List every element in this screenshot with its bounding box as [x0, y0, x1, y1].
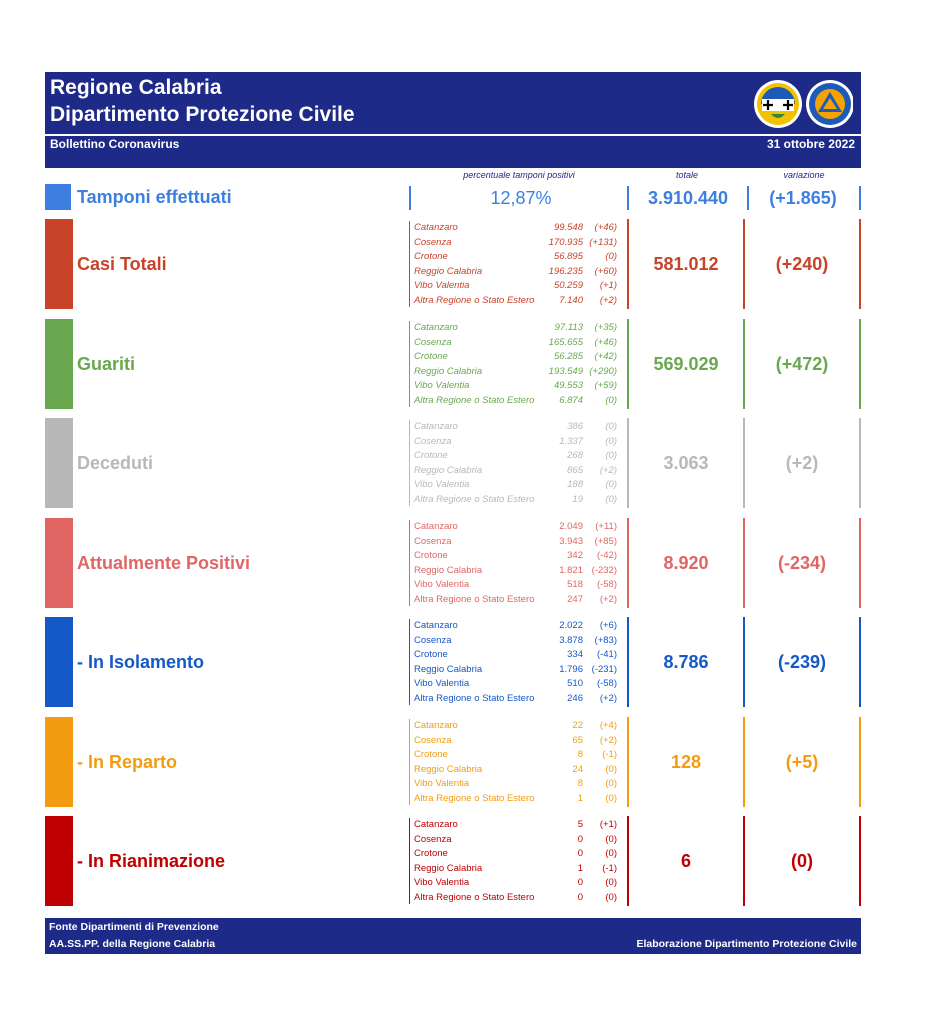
province-delta: (+42) [594, 351, 617, 362]
department-title: Dipartimento Protezione Civile [50, 103, 355, 126]
footer-credit: Elaborazione Dipartimento Protezione Civile [636, 938, 857, 950]
province-delta: (+2) [599, 464, 617, 476]
section-total: 8.920 [627, 518, 745, 608]
province-name: Vibo Valentia [414, 778, 470, 789]
province-value: 334 [567, 649, 583, 660]
breakdown-row [414, 792, 627, 807]
province-name: Cosenza [414, 535, 452, 547]
section-3 [45, 518, 861, 608]
province-name: Reggio Calabria [414, 862, 483, 874]
breakdown-row [414, 265, 627, 280]
province-delta: (0) [605, 833, 617, 845]
province-delta: (-58) [596, 678, 617, 689]
province-name: Vibo Valentia [414, 380, 470, 391]
tamponi-percentage: 12,87% [409, 186, 631, 210]
province-delta: (0) [605, 763, 617, 775]
section-variation: (-239) [745, 617, 861, 707]
section-label: Deceduti [77, 453, 154, 473]
section-variation: (-234) [745, 518, 861, 608]
breakdown-row [414, 634, 627, 649]
breakdown-row [414, 350, 627, 365]
breakdown-row [414, 420, 627, 435]
province-value: 0 [577, 848, 583, 859]
province-value: 188 [567, 479, 583, 490]
total-column-header: totale [675, 170, 699, 180]
section-breakdown [409, 221, 627, 307]
footer-source-line1: Fonte Dipartimenti di Prevenzione [49, 921, 219, 933]
province-delta: (-42) [596, 550, 617, 561]
section-variation: (+5) [745, 717, 861, 807]
province-delta: (+11) [595, 521, 617, 532]
bulletin-sheet [45, 72, 861, 950]
breakdown-row [414, 549, 627, 564]
province-delta: (0) [605, 251, 617, 262]
breakdown-row [414, 818, 627, 833]
province-name: Vibo Valentia [414, 579, 470, 590]
bulletin-title: Bollettino Coronavirus [50, 137, 180, 151]
province-delta: (0) [605, 421, 617, 432]
breakdown-row [414, 464, 627, 479]
breakdown-row [414, 365, 627, 380]
breakdown-row [414, 236, 627, 251]
province-delta: (0) [605, 848, 617, 859]
breakdown-row [414, 379, 627, 394]
province-value: 3.943 [559, 535, 583, 547]
section-5 [45, 717, 861, 807]
breakdown-row [414, 648, 627, 663]
province-delta: (0) [605, 877, 617, 888]
province-value: 2.022 [559, 620, 583, 631]
province-value: 1.796 [559, 663, 583, 675]
province-value: 8 [577, 778, 583, 789]
province-value: 386 [567, 421, 583, 432]
province-value: 193.549 [548, 365, 583, 377]
province-name: Crotone [414, 550, 448, 561]
province-name: Crotone [414, 450, 448, 461]
province-value: 22 [572, 720, 583, 731]
province-value: 170.935 [548, 236, 583, 248]
breakdown-row [414, 862, 627, 877]
section-label: Casi Totali [77, 254, 167, 274]
province-name: Reggio Calabria [414, 663, 483, 675]
province-name: Crotone [414, 351, 448, 362]
province-value: 246 [567, 692, 583, 704]
breakdown-row [414, 619, 627, 634]
section-color-bar [45, 418, 73, 508]
province-delta: (+2) [599, 692, 617, 704]
province-value: 0 [577, 877, 583, 888]
section-label: - In Reparto [77, 752, 178, 772]
province-value: 0 [577, 891, 583, 903]
section-variation: (+472) [745, 319, 861, 409]
breakdown-row [414, 891, 627, 906]
breakdown-row [414, 578, 627, 593]
province-delta: (+1) [599, 819, 617, 830]
province-value: 865 [567, 464, 583, 476]
section-color-bar [45, 717, 73, 807]
province-delta: (+2) [599, 294, 617, 306]
section-breakdown [409, 619, 627, 705]
tamponi-marker [45, 184, 71, 210]
breakdown-row [414, 279, 627, 294]
province-delta: (+6) [599, 620, 617, 631]
province-delta: (+85) [594, 535, 617, 547]
section-variation: (+2) [745, 418, 861, 508]
logos [753, 78, 853, 130]
province-value: 56.285 [553, 351, 583, 362]
province-value: 56.895 [553, 251, 583, 262]
breakdown-row [414, 677, 627, 692]
province-value: 510 [567, 678, 583, 689]
section-6 [45, 816, 861, 906]
section-color-bar [45, 219, 73, 309]
breakdown-row [414, 564, 627, 579]
province-name: Catanzaro [414, 521, 458, 532]
section-breakdown [409, 719, 627, 805]
province-name: Catanzaro [414, 720, 458, 731]
province-value: 518 [567, 579, 583, 590]
section-color-bar [45, 319, 73, 409]
breakdown-row [414, 876, 627, 891]
province-delta: (+59) [594, 380, 617, 391]
province-name: Catanzaro [414, 222, 458, 233]
province-name: Cosenza [414, 236, 452, 248]
province-value: 3.878 [559, 634, 583, 646]
protezione-civile-emblem-icon [806, 80, 853, 128]
province-delta: (+83) [594, 634, 617, 646]
province-name: Vibo Valentia [414, 877, 470, 888]
province-value: 99.548 [553, 222, 583, 233]
header [45, 72, 861, 134]
bulletin-bar [45, 134, 861, 154]
section-variation: (+240) [745, 219, 861, 309]
footer-source-line2: AA.SS.PP. della Regione Calabria [49, 938, 216, 950]
section-color-bar [45, 518, 73, 608]
province-delta: (0) [605, 778, 617, 789]
tamponi-total: 3.910.440 [627, 186, 749, 210]
breakdown-row [414, 777, 627, 792]
breakdown-row [414, 748, 627, 763]
province-value: 2.049 [559, 521, 583, 532]
province-delta: (+131) [589, 236, 617, 248]
breakdown-row [414, 520, 627, 535]
province-name: Reggio Calabria [414, 265, 483, 277]
province-delta: (-1) [602, 862, 617, 874]
province-value: 19 [572, 493, 583, 505]
province-value: 247 [567, 593, 583, 605]
province-delta: (0) [605, 435, 617, 447]
province-delta: (0) [605, 394, 617, 406]
section-label: Attualmente Positivi [77, 553, 251, 573]
province-value: 5 [577, 819, 583, 830]
section-1 [45, 319, 861, 409]
province-name: Catanzaro [414, 819, 458, 830]
footer [45, 918, 861, 954]
province-delta: (+2) [599, 593, 617, 605]
breakdown-row [414, 394, 627, 409]
province-value: 196.235 [548, 265, 583, 277]
province-name: Catanzaro [414, 620, 458, 631]
province-delta: (+60) [594, 265, 617, 277]
breakdown-row [414, 847, 627, 862]
province-value: 268 [567, 450, 583, 461]
section-breakdown [409, 818, 627, 904]
section-total: 128 [627, 717, 745, 807]
province-delta: (+46) [594, 222, 617, 233]
section-total: 569.029 [627, 319, 745, 409]
province-name: Cosenza [414, 634, 452, 646]
province-name: Reggio Calabria [414, 365, 483, 377]
province-name: Vibo Valentia [414, 280, 470, 291]
breakdown-row [414, 663, 627, 678]
province-value: 24 [572, 763, 583, 775]
province-value: 6.874 [559, 394, 583, 406]
province-delta: (0) [605, 450, 617, 461]
breakdown-row [414, 734, 627, 749]
province-delta: (0) [605, 479, 617, 490]
province-delta: (-1) [602, 749, 617, 760]
province-value: 342 [567, 550, 583, 561]
tamponi-variation: (+1.865) [747, 186, 861, 210]
separator-bar [45, 154, 861, 168]
province-delta: (-232) [591, 564, 617, 576]
breakdown-row [414, 221, 627, 236]
section-breakdown [409, 420, 627, 506]
region-title: Regione Calabria [50, 76, 222, 99]
province-value: 7.140 [559, 294, 583, 306]
province-value: 50.259 [553, 280, 583, 291]
pct-column-header: percentuale tamponi positivi [463, 170, 575, 180]
tamponi-row [45, 182, 861, 212]
province-delta: (-41) [596, 649, 617, 660]
section-total: 8.786 [627, 617, 745, 707]
province-value: 97.113 [554, 322, 583, 333]
section-total: 581.012 [627, 219, 745, 309]
breakdown-row [414, 719, 627, 734]
province-name: Altra Regione o Stato Estero [414, 692, 535, 704]
breakdown-row [414, 321, 627, 336]
breakdown-row [414, 535, 627, 550]
province-name: Cosenza [414, 734, 452, 746]
section-2 [45, 418, 861, 508]
regione-calabria-emblem-icon [754, 80, 802, 128]
section-total: 6 [627, 816, 745, 906]
province-name: Reggio Calabria [414, 564, 483, 576]
province-value: 1.337 [559, 435, 583, 447]
province-name: Catanzaro [414, 421, 458, 432]
province-value: 8 [577, 749, 583, 760]
province-name: Altra Regione o Stato Estero [414, 792, 535, 804]
breakdown-row [414, 692, 627, 707]
section-breakdown [409, 321, 627, 407]
province-name: Altra Regione o Stato Estero [414, 493, 535, 505]
breakdown-row [414, 250, 627, 265]
province-name: Cosenza [414, 336, 452, 348]
bulletin-date: 31 ottobre 2022 [766, 137, 855, 151]
province-name: Crotone [414, 848, 448, 859]
province-delta: (-231) [591, 663, 617, 675]
province-delta: (+1) [599, 280, 617, 291]
breakdown-row [414, 478, 627, 493]
province-name: Altra Regione o Stato Estero [414, 394, 535, 406]
province-delta: (+290) [589, 365, 617, 377]
province-delta: (-58) [596, 579, 617, 590]
province-delta: (0) [605, 792, 617, 804]
province-delta: (0) [605, 891, 617, 903]
province-name: Crotone [414, 749, 448, 760]
section-label: Guariti [77, 354, 136, 374]
province-value: 1 [577, 792, 583, 804]
province-delta: (+46) [594, 336, 617, 348]
variation-column-header: variazione [783, 170, 825, 180]
province-value: 49.553 [553, 380, 583, 391]
tamponi-label: Tamponi effettuati [77, 187, 232, 207]
breakdown-row [414, 833, 627, 848]
province-name: Cosenza [414, 435, 452, 447]
province-delta: (+2) [599, 734, 617, 746]
province-name: Cosenza [414, 833, 452, 845]
province-value: 65 [572, 734, 583, 746]
province-name: Crotone [414, 649, 448, 660]
breakdown-row [414, 336, 627, 351]
section-4 [45, 617, 861, 707]
province-delta: (0) [605, 493, 617, 505]
section-breakdown [409, 520, 627, 606]
section-color-bar [45, 816, 73, 906]
province-value: 1.821 [559, 564, 583, 576]
province-value: 1 [577, 862, 583, 874]
section-total: 3.063 [627, 418, 745, 508]
province-delta: (+4) [599, 720, 617, 731]
province-name: Vibo Valentia [414, 678, 470, 689]
province-name: Reggio Calabria [414, 763, 483, 775]
province-name: Altra Regione o Stato Estero [414, 891, 535, 903]
section-0 [45, 219, 861, 309]
breakdown-row [414, 294, 627, 309]
breakdown-row [414, 593, 627, 608]
breakdown-row [414, 763, 627, 778]
section-variation: (0) [745, 816, 861, 906]
breakdown-row [414, 435, 627, 450]
section-label: - In Isolamento [77, 652, 205, 672]
province-name: Catanzaro [414, 322, 458, 333]
section-label: - In Rianimazione [77, 851, 226, 871]
breakdown-row [414, 493, 627, 508]
province-name: Vibo Valentia [414, 479, 470, 490]
province-name: Altra Regione o Stato Estero [414, 593, 535, 605]
province-name: Crotone [414, 251, 448, 262]
province-delta: (+35) [594, 322, 617, 333]
section-color-bar [45, 617, 73, 707]
province-value: 165.655 [548, 336, 583, 348]
breakdown-row [414, 449, 627, 464]
province-value: 0 [577, 833, 583, 845]
province-name: Reggio Calabria [414, 464, 483, 476]
province-name: Altra Regione o Stato Estero [414, 294, 535, 306]
